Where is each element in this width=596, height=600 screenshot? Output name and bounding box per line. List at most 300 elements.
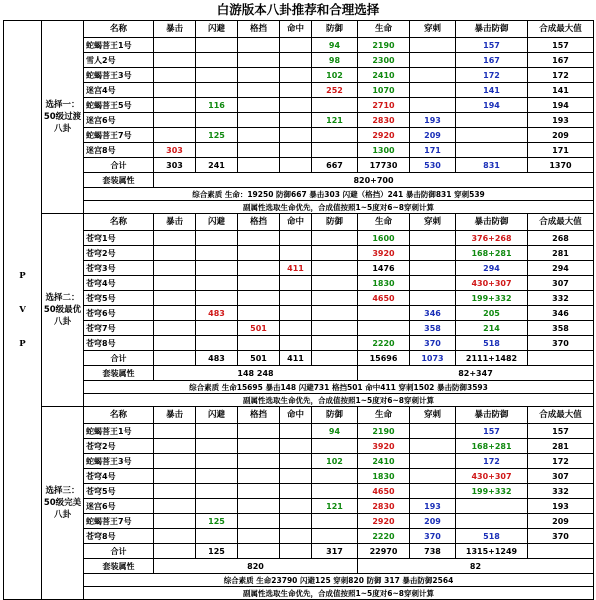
table-row [4,514,594,529]
cell-defense: 102 [312,454,358,469]
item-name: 雪人2号 [84,53,154,68]
cell-crit [154,514,196,529]
cell-hit [280,231,312,246]
cell-hp: 2830 [358,113,410,128]
column-header-hit: 命中 [280,214,312,231]
table-row [4,276,594,291]
cell-max: 268 [528,231,594,246]
item-name: 迷宫8号 [84,143,154,158]
cell-block [238,53,280,68]
cell-hp: 1070 [358,83,410,98]
total-crit [154,544,196,559]
cell-crit_def: 172 [456,454,528,469]
table-row [4,321,594,336]
column-header-crit: 暴击 [154,21,196,38]
total-max [528,351,594,366]
cell-crit_def: 157 [456,38,528,53]
cell-max: 281 [528,246,594,261]
cell-pierce: 171 [410,143,456,158]
item-name: 苍穹4号 [84,276,154,291]
cell-hp: 2220 [358,529,410,544]
cell-pierce [410,276,456,291]
column-header-dodge: 闪避 [196,407,238,424]
summary-text: 综合素质 生命23790 闪避125 穿刺820 防御 317 暴击防御2564 [84,574,594,587]
set-attribute-value-2: 82 [358,559,594,574]
item-name: 蛇蝎菩王7号 [84,128,154,143]
cell-block [238,529,280,544]
table-row [4,143,594,158]
column-header-name: 名称 [84,214,154,231]
item-name: 苍穹6号 [84,306,154,321]
cell-max: 172 [528,454,594,469]
cell-hit [280,38,312,53]
cell-hit [280,53,312,68]
cell-hit [280,439,312,454]
cell-crit_def: 168+281 [456,439,528,454]
column-header-defense: 防御 [312,214,358,231]
total-max: 1370 [528,158,594,173]
cell-block [238,306,280,321]
cell-hit [280,128,312,143]
cell-pierce [410,454,456,469]
total-hp: 17730 [358,158,410,173]
item-name: 苍穹8号 [84,336,154,351]
cell-crit [154,128,196,143]
cell-dodge: 125 [196,514,238,529]
column-header-dodge: 闪避 [196,214,238,231]
cell-dodge [196,454,238,469]
cell-hp: 3920 [358,439,410,454]
column-header-block: 格挡 [238,407,280,424]
cell-block [238,291,280,306]
total-hp: 15696 [358,351,410,366]
cell-hp: 1476 [358,261,410,276]
cell-hit [280,484,312,499]
cell-max: 193 [528,113,594,128]
cell-hp: 2920 [358,128,410,143]
cell-pierce [410,439,456,454]
cell-hp: 1830 [358,469,410,484]
cell-pierce [410,98,456,113]
cell-dodge [196,246,238,261]
column-header-pierce: 穿刺 [410,214,456,231]
set-attribute-label: 套装属性 [84,173,154,188]
cell-block [238,499,280,514]
section-label: 选择二：50级最优八卦 [42,214,84,407]
cell-max: 193 [528,499,594,514]
cell-defense [312,246,358,261]
cell-pierce: 346 [410,306,456,321]
cell-dodge [196,38,238,53]
total-crit: 303 [154,158,196,173]
cell-dodge [196,53,238,68]
cell-crit_def: 294 [456,261,528,276]
column-header-max: 合成最大值 [528,214,594,231]
cell-block [238,83,280,98]
column-header-crit_def: 暴击防御 [456,214,528,231]
cell-max: 194 [528,98,594,113]
cell-pierce: 209 [410,128,456,143]
cell-hit [280,68,312,83]
cell-max: 346 [528,306,594,321]
item-name: 蛇蝎菩王5号 [84,98,154,113]
cell-block [238,231,280,246]
cell-hit [280,529,312,544]
table-row [4,529,594,544]
cell-block [238,439,280,454]
cell-hit [280,98,312,113]
cell-hit: 411 [280,261,312,276]
cell-max: 307 [528,469,594,484]
cell-crit [154,439,196,454]
cell-defense [312,276,358,291]
cell-block [238,469,280,484]
cell-crit_def: 430+307 [456,276,528,291]
note-text: 副属性选取生命优先，合成值按照1~5度对6~8穿刺计算 [84,201,594,214]
cell-crit_def: 205 [456,306,528,321]
column-header-hp: 生命 [358,21,410,38]
cell-pierce: 193 [410,499,456,514]
cell-hit [280,469,312,484]
cell-defense: 102 [312,68,358,83]
cell-defense: 94 [312,38,358,53]
cell-defense [312,529,358,544]
cell-hp: 1830 [358,276,410,291]
cell-hp: 3920 [358,246,410,261]
cell-dodge [196,529,238,544]
cell-pierce [410,68,456,83]
cell-crit [154,231,196,246]
cell-block [238,336,280,351]
cell-crit_def: 199+332 [456,291,528,306]
summary-text: 综合素质 生命：19250 防御667 暴击303 闪避（格挡）241 暴击防御831 穿刺539 [84,188,594,201]
table-row [4,53,594,68]
cell-max: 370 [528,529,594,544]
note-text: 副属性选取生命优先，合成值按照1~5度对6~8穿刺计算 [84,587,594,600]
cell-hit [280,499,312,514]
cell-pierce [410,424,456,439]
cell-crit_def: 518 [456,529,528,544]
cell-crit_def: 157 [456,424,528,439]
table-row [4,469,594,484]
cell-block [238,98,280,113]
cell-max: 332 [528,484,594,499]
table-row [4,261,594,276]
cell-dodge [196,68,238,83]
cell-pierce: 209 [410,514,456,529]
total-dodge: 125 [196,544,238,559]
cell-max: 209 [528,128,594,143]
item-name: 蛇蝎菩王7号 [84,514,154,529]
cell-hit [280,143,312,158]
cell-defense [312,439,358,454]
table-row [4,336,594,351]
cell-pierce [410,484,456,499]
cell-crit [154,68,196,83]
cell-hit [280,306,312,321]
cell-block [238,261,280,276]
cell-crit [154,291,196,306]
cell-pierce [410,83,456,98]
cell-hit [280,424,312,439]
total-defense: 317 [312,544,358,559]
cell-hit [280,514,312,529]
total-label: 合计 [84,544,154,559]
cell-crit [154,499,196,514]
section-label: 选择一：50级过渡八卦 [42,21,84,214]
total-max [528,544,594,559]
cell-max: 294 [528,261,594,276]
cell-hp: 4650 [358,291,410,306]
total-crit_def: 2111+1482 [456,351,528,366]
cell-dodge [196,469,238,484]
item-name: 苍穹2号 [84,439,154,454]
cell-dodge: 483 [196,306,238,321]
total-hit [280,544,312,559]
table-row [4,454,594,469]
cell-crit [154,306,196,321]
cell-hit [280,291,312,306]
cell-crit_def: 172 [456,68,528,83]
cell-crit [154,321,196,336]
pvp-side-label: P V P [4,21,42,600]
cell-block [238,424,280,439]
cell-defense [312,128,358,143]
cell-max: 281 [528,439,594,454]
column-header-block: 格挡 [238,21,280,38]
cell-hit [280,276,312,291]
total-label: 合计 [84,351,154,366]
cell-max: 171 [528,143,594,158]
cell-dodge [196,439,238,454]
column-header-crit_def: 暴击防御 [456,21,528,38]
cell-block [238,276,280,291]
table-row [4,128,594,143]
total-row [4,351,594,366]
total-row [4,544,594,559]
cell-defense [312,484,358,499]
cell-pierce: 358 [410,321,456,336]
total-hp: 22970 [358,544,410,559]
cell-block: 501 [238,321,280,336]
cell-crit_def [456,113,528,128]
cell-pierce: 370 [410,336,456,351]
cell-pierce [410,246,456,261]
cell-crit [154,336,196,351]
cell-crit_def: 199+332 [456,484,528,499]
cell-hit [280,454,312,469]
cell-defense [312,291,358,306]
cell-dodge [196,336,238,351]
cell-dodge: 116 [196,98,238,113]
cell-max: 307 [528,276,594,291]
item-name: 苍穹3号 [84,261,154,276]
cell-pierce: 370 [410,529,456,544]
cell-dodge [196,291,238,306]
total-label: 合计 [84,158,154,173]
table-row [4,113,594,128]
item-name: 苍穹5号 [84,484,154,499]
cell-block [238,113,280,128]
cell-crit_def: 518 [456,336,528,351]
cell-crit: 303 [154,143,196,158]
cell-pierce [410,231,456,246]
cell-crit_def: 167 [456,53,528,68]
cell-block [238,454,280,469]
cell-block [238,514,280,529]
cell-crit_def [456,128,528,143]
total-crit_def: 831 [456,158,528,173]
cell-defense: 252 [312,83,358,98]
summary-row [4,188,594,201]
set-attribute-value: 148 248 [154,366,358,381]
cell-hit [280,113,312,128]
cell-hp: 2410 [358,454,410,469]
set-attribute-row [4,173,594,188]
total-dodge: 241 [196,158,238,173]
table-row [4,231,594,246]
table-row [4,246,594,261]
item-name: 苍穹2号 [84,246,154,261]
item-name: 迷宫6号 [84,113,154,128]
cell-hp: 2300 [358,53,410,68]
summary-row [4,574,594,587]
cell-hit [280,336,312,351]
cell-dodge [196,276,238,291]
set-attribute-row [4,559,594,574]
cell-crit [154,53,196,68]
cell-defense [312,261,358,276]
cell-defense [312,336,358,351]
cell-crit [154,246,196,261]
cell-defense: 121 [312,499,358,514]
cell-crit [154,98,196,113]
cell-defense: 94 [312,424,358,439]
cell-hp: 2190 [358,424,410,439]
item-name: 苍穹5号 [84,291,154,306]
cell-pierce [410,53,456,68]
cell-pierce [410,38,456,53]
cell-crit [154,83,196,98]
column-header-pierce: 穿刺 [410,407,456,424]
cell-crit [154,38,196,53]
cell-crit_def: 194 [456,98,528,113]
cell-hp: 2410 [358,68,410,83]
page-title: 白游版本八卦推荐和合理选择 [216,2,380,17]
total-block [238,544,280,559]
cell-block [238,38,280,53]
cell-crit_def [456,514,528,529]
set-attribute-label: 套装属性 [84,366,154,381]
cell-defense [312,306,358,321]
cell-crit_def: 430+307 [456,469,528,484]
column-header-max: 合成最大值 [528,407,594,424]
note-row [4,394,594,407]
column-header-crit_def: 暴击防御 [456,407,528,424]
cell-block [238,143,280,158]
cell-defense [312,514,358,529]
column-header-block: 格挡 [238,214,280,231]
cell-defense [312,98,358,113]
cell-dodge [196,484,238,499]
column-header-max: 合成最大值 [528,21,594,38]
cell-crit [154,424,196,439]
section-label: 选择三：50级完美八卦 [42,407,84,600]
cell-dodge [196,321,238,336]
column-header-name: 名称 [84,407,154,424]
item-name: 迷宫4号 [84,83,154,98]
set-attribute-value: 820 [154,559,358,574]
cell-pierce [410,291,456,306]
item-name: 蛇蝎菩王3号 [84,454,154,469]
cell-block [238,246,280,261]
total-row [4,158,594,173]
cell-crit_def: 168+281 [456,246,528,261]
total-pierce: 530 [410,158,456,173]
cell-crit [154,484,196,499]
cell-crit [154,454,196,469]
table-row [4,38,594,53]
total-dodge: 483 [196,351,238,366]
cell-max: 157 [528,38,594,53]
cell-defense [312,469,358,484]
cell-max: 172 [528,68,594,83]
item-name: 苍穹1号 [84,231,154,246]
cell-crit_def: 376+268 [456,231,528,246]
summary-text: 综合素质 生命15695 暴击148 闪避731 格挡501 命中411 穿刺1502 暴击防御3593 [84,381,594,394]
total-defense [312,351,358,366]
cell-pierce [410,261,456,276]
cell-dodge [196,113,238,128]
cell-crit_def [456,143,528,158]
cell-max: 358 [528,321,594,336]
pvp-recommendation-table [3,20,594,600]
cell-crit [154,113,196,128]
cell-dodge [196,261,238,276]
note-text: 副属性选取生命优先，合成值按照1~5度对6~8穿刺计算 [84,394,594,407]
cell-max: 332 [528,291,594,306]
total-crit_def: 1315+1249 [456,544,528,559]
cell-hp: 2220 [358,336,410,351]
cell-defense: 98 [312,53,358,68]
cell-max: 141 [528,83,594,98]
item-name: 蛇蝎菩王1号 [84,424,154,439]
cell-hp [358,306,410,321]
note-row [4,201,594,214]
cell-dodge [196,83,238,98]
cell-hp: 2710 [358,98,410,113]
cell-hp: 2830 [358,499,410,514]
item-name: 苍穹8号 [84,529,154,544]
column-header-defense: 防御 [312,21,358,38]
column-header-hp: 生命 [358,214,410,231]
set-attribute-label: 套装属性 [84,559,154,574]
table-row [4,439,594,454]
table-row [4,484,594,499]
cell-dodge [196,499,238,514]
column-header-crit: 暴击 [154,407,196,424]
table-row [4,68,594,83]
cell-defense: 121 [312,113,358,128]
total-hit: 411 [280,351,312,366]
cell-hp: 4650 [358,484,410,499]
item-name: 迷宫6号 [84,499,154,514]
total-crit [154,351,196,366]
cell-defense [312,143,358,158]
column-header-defense: 防御 [312,407,358,424]
cell-defense [312,231,358,246]
cell-dodge [196,143,238,158]
